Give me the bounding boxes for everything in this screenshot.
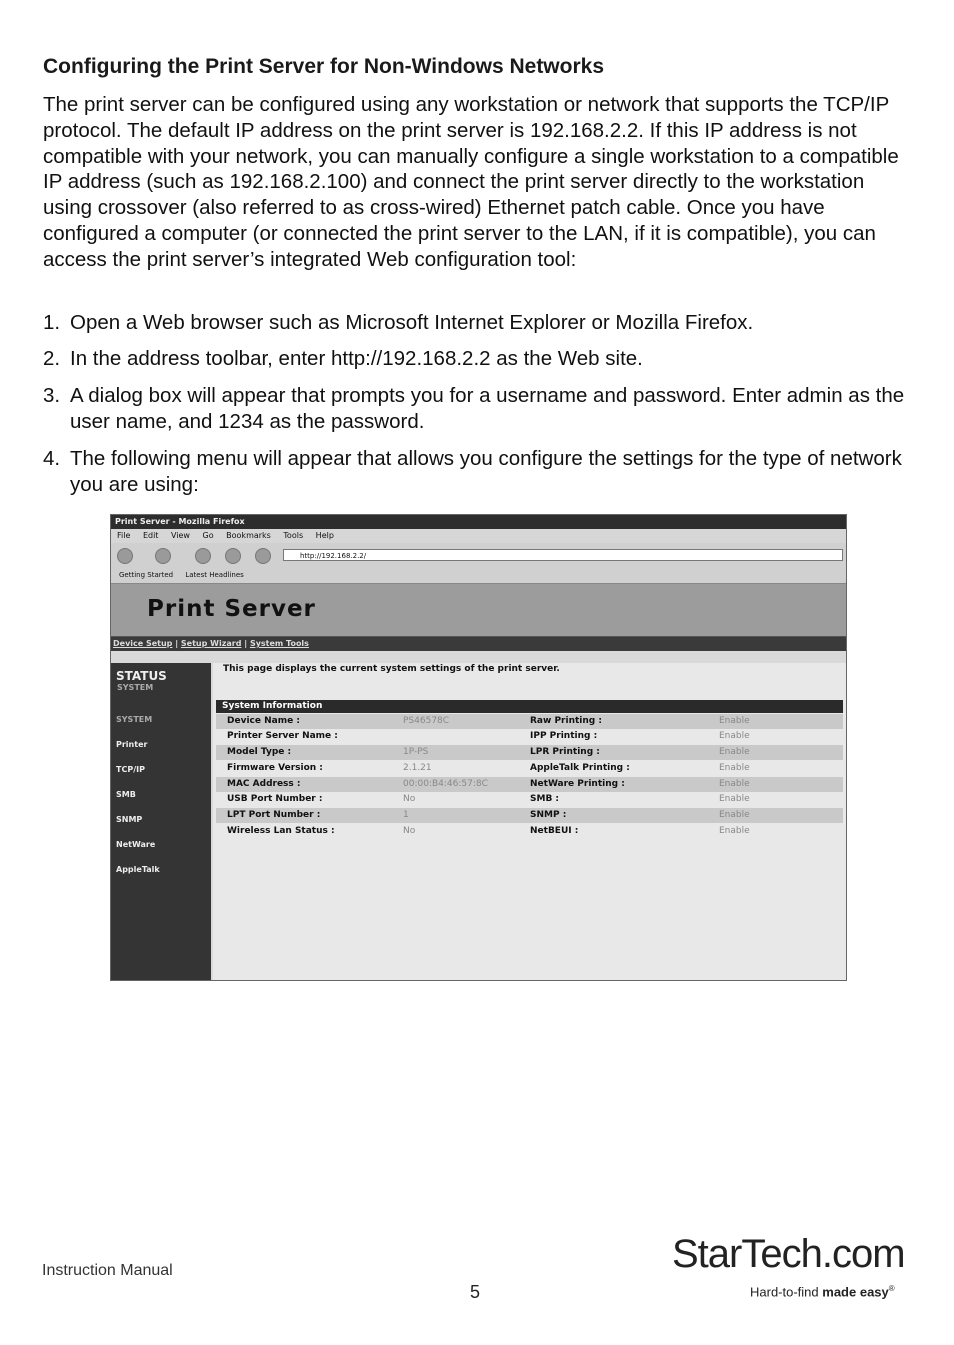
app-body: [111, 663, 846, 980]
info-value: No: [403, 826, 416, 836]
info-label: SMB :: [530, 794, 560, 804]
step-number: 2.: [43, 347, 61, 370]
info-label: AppleTalk Printing :: [530, 763, 630, 773]
step-text: In the address toolbar, enter http://192.168.2.2 as the Web site.: [70, 347, 643, 370]
forward-icon[interactable]: [155, 548, 171, 564]
info-row: [216, 745, 843, 760]
app-sidebar: [111, 663, 211, 980]
menu-bookmarks[interactable]: Bookmarks: [226, 531, 271, 540]
bookmarks-toolbar: [111, 567, 846, 584]
info-value: Enable: [719, 810, 750, 820]
page-number: 5: [470, 1282, 481, 1302]
info-value: 1: [403, 810, 409, 820]
address-bar[interactable]: http://192.168.2.2/: [283, 549, 843, 561]
sidebar-item-netware[interactable]: NetWare: [116, 840, 156, 849]
nav-system-tools[interactable]: System Tools: [249, 639, 309, 648]
info-value: 2.1.21: [403, 763, 432, 773]
sidebar-status: STATUS: [116, 669, 167, 683]
step-text: The following menu will appear that allows you configure the settings for the type of network you are using:: [70, 447, 902, 496]
info-value: Enable: [719, 779, 750, 789]
info-label: Raw Printing :: [530, 716, 602, 726]
info-row: [216, 792, 843, 807]
sidebar-item-printer[interactable]: Printer: [116, 740, 148, 749]
section-heading: Configuring the Print Server for Non-Windows Networks: [43, 55, 605, 78]
info-value: 1P-PS: [403, 747, 429, 757]
info-value: Enable: [719, 794, 750, 804]
page-description: This page displays the current system settings of the print server.: [223, 664, 560, 674]
navigation-toolbar: [111, 543, 846, 567]
logo-tagline-bold: made easy: [822, 1284, 889, 1300]
sidebar-item-smb[interactable]: SMB: [116, 790, 136, 799]
logo-brand: StarTech.com: [672, 1232, 905, 1276]
info-row: [216, 761, 843, 776]
info-label: NetWare Printing :: [530, 779, 625, 789]
info-label: LPT Port Number :: [227, 810, 321, 820]
info-row: [216, 808, 843, 823]
sidebar-item-system[interactable]: SYSTEM: [116, 715, 153, 724]
info-label: MAC Address :: [227, 779, 301, 789]
back-icon[interactable]: [117, 548, 133, 564]
logo-tagline-plain: Hard-to-find: [750, 1284, 819, 1300]
step-number: 3.: [43, 384, 61, 407]
sidebar-item-tcpip[interactable]: TCP/IP: [116, 765, 145, 774]
step-text: Open a Web browser such as Microsoft Internet Explorer or Mozilla Firefox.: [70, 311, 754, 334]
bookmark-latest-headlines[interactable]: Latest Headlines: [185, 571, 244, 579]
step-number: 1.: [43, 311, 61, 334]
section-title: System Information: [216, 700, 843, 713]
app-main: [213, 663, 846, 980]
menu-tools[interactable]: Tools: [283, 531, 304, 540]
info-row: [216, 824, 843, 839]
home-icon[interactable]: [255, 548, 271, 564]
stop-icon[interactable]: [225, 548, 241, 564]
step-text: A dialog box will appear that prompts you for a username and password. Enter admin as the user name, and 1234 as the password.: [70, 384, 905, 433]
info-value: Enable: [719, 716, 750, 726]
menu-view[interactable]: View: [170, 531, 190, 540]
info-label: NetBEUI :: [530, 826, 579, 836]
step-number: 4.: [43, 447, 61, 470]
sidebar-status-sub: SYSTEM: [117, 683, 154, 692]
menu-edit[interactable]: Edit: [142, 531, 159, 540]
info-row: [216, 777, 843, 792]
app-header: [111, 584, 846, 637]
info-value: 00:00:B4:46:57:8C: [403, 779, 488, 789]
info-value: Enable: [719, 747, 750, 757]
info-value: Enable: [719, 826, 750, 836]
info-value: PS46578C: [403, 716, 450, 726]
logo-tagline: [750, 1284, 895, 1299]
info-value: Enable: [719, 763, 750, 773]
app-nav: Device Setup | Setup Wizard | System Tools: [111, 637, 846, 651]
info-label: IPP Printing :: [530, 731, 598, 741]
nav-setup-wizard[interactable]: Setup Wizard: [180, 639, 242, 648]
menu-go[interactable]: Go: [202, 531, 214, 540]
intro-paragraph: The print server can be configured using any workstation or network that supports the TCP/IP protocol. The default IP address on the print server is 192.168.2.2. If this IP address is not compatible with your network, you can manually configure a single workstation to a compatible IP address (such as 192.168.2.100) and connect the print server directly to the workstation using crossover (also referred to as cross-wired) Ethernet patch cable. Once you have configured a computer (or connected the print server to the LAN, if it is compatible), you can access the print server’s integrated Web configuration tool:: [43, 93, 899, 271]
sidebar-item-snmp[interactable]: SNMP: [116, 815, 143, 824]
menu-bar: [111, 529, 846, 543]
footer-manual-label: Instruction Manual: [42, 1262, 173, 1279]
startech-logo: [672, 1232, 912, 1302]
nav-device-setup[interactable]: Device Setup: [113, 639, 173, 648]
info-label: Firmware Version :: [227, 763, 323, 773]
info-label: Model Type :: [227, 747, 292, 757]
menu-help[interactable]: Help: [315, 531, 334, 540]
info-label: SNMP :: [530, 810, 567, 820]
info-row: [216, 714, 843, 729]
info-value: Enable: [719, 731, 750, 741]
menu-file[interactable]: File: [117, 531, 131, 540]
info-row: [216, 729, 843, 744]
bookmark-getting-started[interactable]: Getting Started: [119, 571, 174, 579]
sidebar-item-appletalk[interactable]: AppleTalk: [116, 865, 160, 874]
app-title: Print Server: [147, 596, 316, 622]
info-label: Device Name :: [227, 716, 300, 726]
info-label: Wireless Lan Status :: [227, 826, 335, 836]
info-label: Printer Server Name :: [227, 731, 338, 741]
info-label: LPR Printing :: [530, 747, 600, 757]
reload-icon[interactable]: [195, 548, 211, 564]
print-server-screenshot: [110, 514, 847, 981]
logo-registered-mark: ®: [888, 1284, 895, 1293]
info-label: USB Port Number :: [227, 794, 323, 804]
window-title: Print Server - Mozilla Firefox: [111, 515, 846, 529]
info-value: No: [403, 794, 416, 804]
